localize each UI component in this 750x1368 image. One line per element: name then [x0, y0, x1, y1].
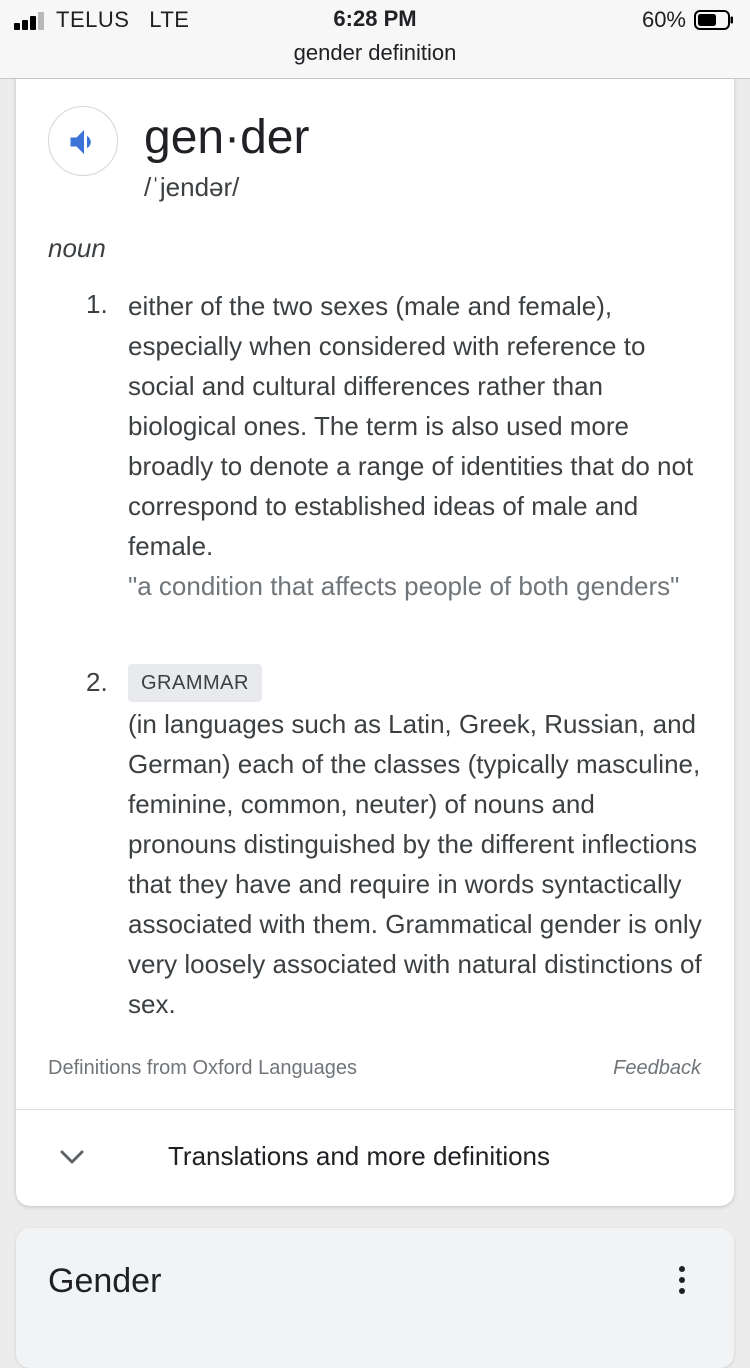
definition-example: "a condition that affects people of both genders" [128, 571, 680, 601]
feedback-link[interactable]: Feedback [613, 1057, 701, 1079]
dictionary-card [16, 60, 734, 1206]
definition-text: either of the two sexes (male and female), especially when considered with reference to social and cultural differences rather than biological ones. The term is also used more broadly to denote a range of identities that do not correspond to established ideas of male and female. [128, 291, 694, 561]
browser-top-bar [0, 0, 750, 79]
source-attribution[interactable]: Definitions from Oxford Languages [48, 1057, 358, 1079]
network-type: LTE [149, 7, 190, 32]
definition-item [128, 286, 708, 606]
definition-number: 2. [86, 667, 108, 697]
definition-text: (in languages such as Latin, Greek, Russian, and German) each of the classes (typically masculine, feminine, common, neuter) of nouns and pronouns distinguished by the different inflections that they have and require in words syntactically associated with them. Grammatical gender is only very loosely associated with natural distinctions of sex. [128, 709, 702, 1019]
divider [16, 1109, 734, 1110]
address-bar-query[interactable]: gender definition [293, 40, 457, 65]
pronunciation-button[interactable] [48, 106, 118, 176]
status-time: 6:28 PM [333, 6, 417, 31]
carrier-name: TELUS [56, 7, 130, 32]
more-options-icon[interactable] [676, 1266, 688, 1294]
definition-item [128, 704, 708, 1024]
definition-number: 1. [86, 289, 108, 319]
battery-icon [694, 10, 734, 30]
grammar-label-badge: GRAMMAR [128, 664, 262, 702]
more-definitions-button[interactable]: Translations and more definitions [168, 1141, 551, 1171]
phonetic-spelling: /ˈjendər/ [144, 172, 240, 202]
part-of-speech: noun [48, 233, 106, 263]
chevron-down-icon[interactable] [60, 1148, 84, 1166]
headword: gen·der [144, 111, 310, 164]
battery-percent: 60% [641, 7, 686, 32]
knowledge-panel-title[interactable]: Gender [48, 1262, 162, 1300]
speaker-icon [66, 124, 102, 160]
